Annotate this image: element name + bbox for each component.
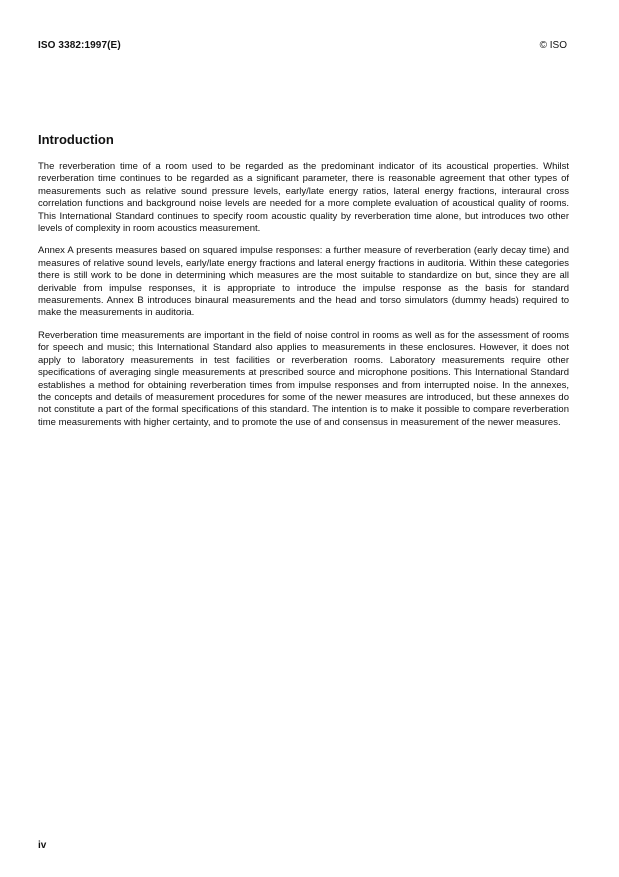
paragraph-2: Annex A presents measures based on squared impulse responses: a further measure of reverberation (early decay time) and measures of relative sound levels, early/late energy fractions and lateral energy fractions in auditoria. Within these categories there is still work to be done in determining which measures are the most suitable to standardize on but, since they are all derivable from impulse responses, it is appropriate to introduce the impulse response as the basis for standard measurements. Annex B introduces binaural measurements and the head and torso simulators (dummy heads) required to make the measurements in auditoria. <box>38 245 569 319</box>
paragraph-3: Reverberation time measurements are important in the field of noise control in rooms as well as for the assessment of rooms for speech and music; this International Standard also applies to measurements in these enclosures. However, it does not apply to laboratory measurements in test facilities or reverberation rooms. Laboratory measurements require other specifications of averaging single measurements at prescribed source and microphone positions. This International Standard establishes a method for obtaining reverberation times from impulse responses and from interrupted noise. In the annexes, the concepts and details of measurement procedures for some of the newer measures are introduced, but these annexes do not constitute a part of the formal specifications of this standard. The intention is to make it possible to compare reverberation time measurements with higher certainty, and to promote the use of and consensus in measurement of the newer measures. <box>38 329 569 428</box>
section-body <box>38 161 569 439</box>
document-id: ISO 3382:1997(E) <box>38 40 121 51</box>
section-title: Introduction <box>38 132 114 147</box>
paragraph-1: The reverberation time of a room used to be regarded as the predominant indicator of its acoustical properties. Whilst reverberation time continues to be regarded as a significant parameter, there is reasonable agreement that other types of measurements such as relative sound pressure levels, early/late energy ratios, lateral energy fractions, interaural cross correlation functions and background noise levels are needed for a more complete evaluation of acoustical quality of rooms. This International Standard continues to specify room acoustic quality by reverberation time alone, but introduces two other levels of complexity in room acoustics measurement. <box>38 161 569 235</box>
copyright-notice: © ISO <box>539 40 567 51</box>
page-number: iv <box>38 840 47 851</box>
